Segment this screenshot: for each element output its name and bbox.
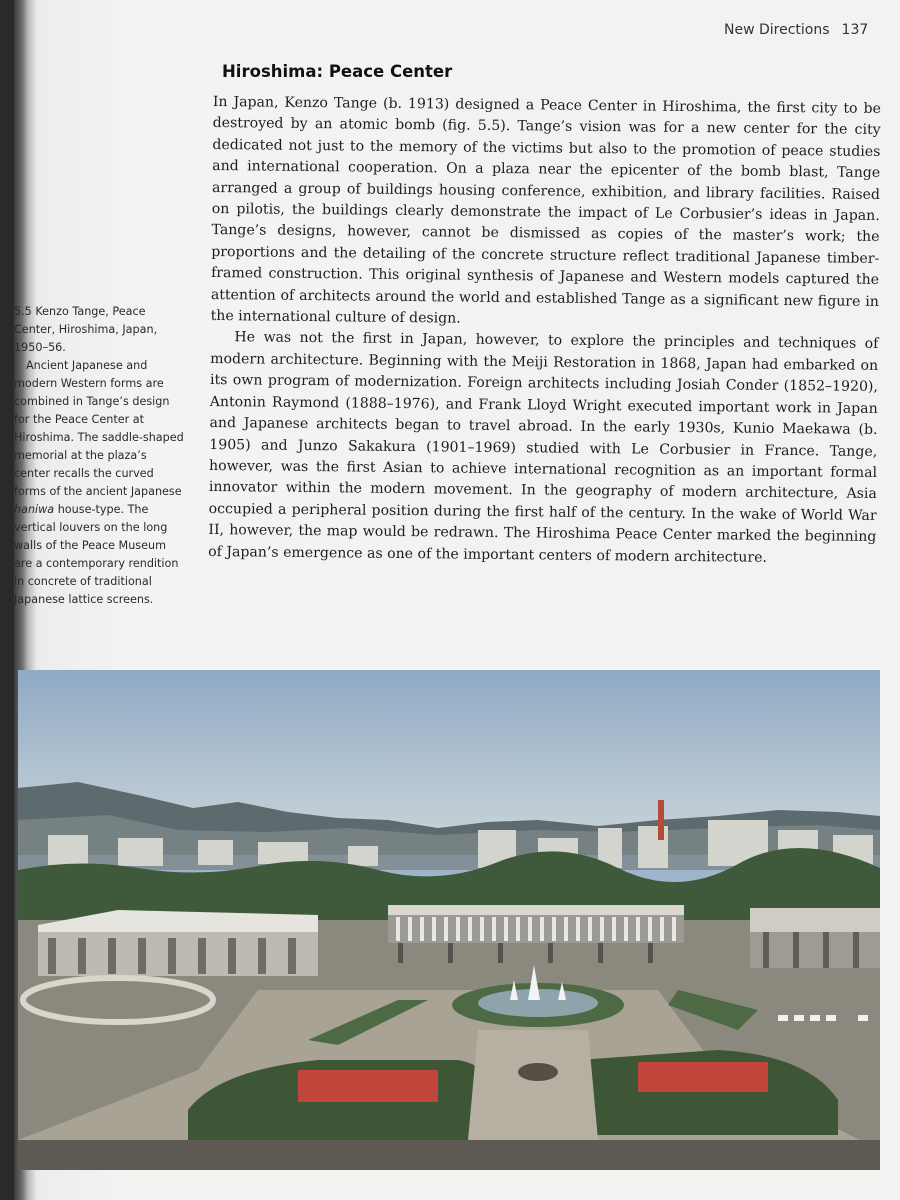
running-head	[724, 22, 884, 38]
aerial-photo-illustration	[18, 670, 880, 1170]
paragraph-1: In Japan, Kenzo Tange (b. 1913) designed a Peace Center in Hiroshima, the first city to be destroyed by an atomic bomb (fig. 5.5). Tange’s vision was for a new center for the city dedicated not just to the memory of the victims but also to the promotion of peace studies and international cooperation. On a plaza near the epicenter of the bomb blast, Tange arranged a group of buildings housing conference, exhibition, and library facilities. Raised on pilotis, the buildings clearly demonstrate the impact of Le Corbusier’s ideas in Japan. Tange’s designs, however, cannot be dismissed as copies of the master’s work; the proportions and the detailing of the concrete structure reflect traditional Japanese timber-framed construction. This original synthesis of Japanese and Western models captured the attention of architects around the world and established Tange as a significant new figure in the international culture of design.	[210, 93, 881, 327]
foreground-road	[18, 1140, 880, 1170]
page-number: 137	[841, 22, 869, 38]
caption-body	[14, 357, 186, 609]
caption-text-a: Ancient Japanese and modern Western forms are combined in Tange’s design for the Peace Center at Hiroshima. The saddle-shaped memorial at the plaza’s center recalls the curved forms of the ancient Japanese	[14, 359, 184, 498]
caption-title: 5.5 Kenzo Tange, Peace Center, Hiroshima, Japan, 1950–56.	[14, 305, 158, 354]
right-building	[750, 908, 880, 968]
running-head-section: New Directions	[724, 22, 830, 38]
body-text	[208, 92, 881, 570]
right-flowerbed	[638, 1062, 768, 1092]
cenotaph-memorial	[518, 1063, 558, 1081]
caption-italic-term: haniwa	[14, 503, 55, 516]
central-walkway	[468, 1030, 598, 1140]
radio-tower	[658, 800, 664, 840]
section-heading: Hiroshima: Peace Center	[222, 62, 453, 81]
book-page	[14, 0, 900, 1200]
paragraph-2: He was not the first in Japan, however, to explore the principles and techniques of modern architecture. Beginning with the Meiji Restoration in 1868, Japan had embarked on its own program of modernization. Foreign architects including Josiah Conder (1852–1920), Antonin Raymond (1888–1976), and Frank Lloyd Wright executed important work in Japan and Japanese architects began to travel abroad. In the early 1930s, Kunio Maekawa (b. 1905) and Junzo Sakakura (1901–1969) studied with Le Corbusier in France. Tange, however, was the first Asian to achieve international recognition as an important formal innovator within the modern movement. In the geography of modern architecture, Asia occupied a peripheral position during the first half of the century. In the wake of World War II, however, the map would be redrawn. The Hiroshima Peace Center marked the beginning of Japan’s emergence as one of the important centers of modern architecture.	[208, 329, 879, 566]
figure-photo	[18, 670, 880, 1170]
left-building	[38, 910, 318, 976]
left-flowerbed	[298, 1070, 438, 1102]
caption-text-b: house-type. The vertical louvers on the long walls of the Peace Museum are a contemporary rendition in concrete of traditional Japanese lattice screens.	[14, 503, 179, 606]
figure-caption	[14, 303, 186, 609]
